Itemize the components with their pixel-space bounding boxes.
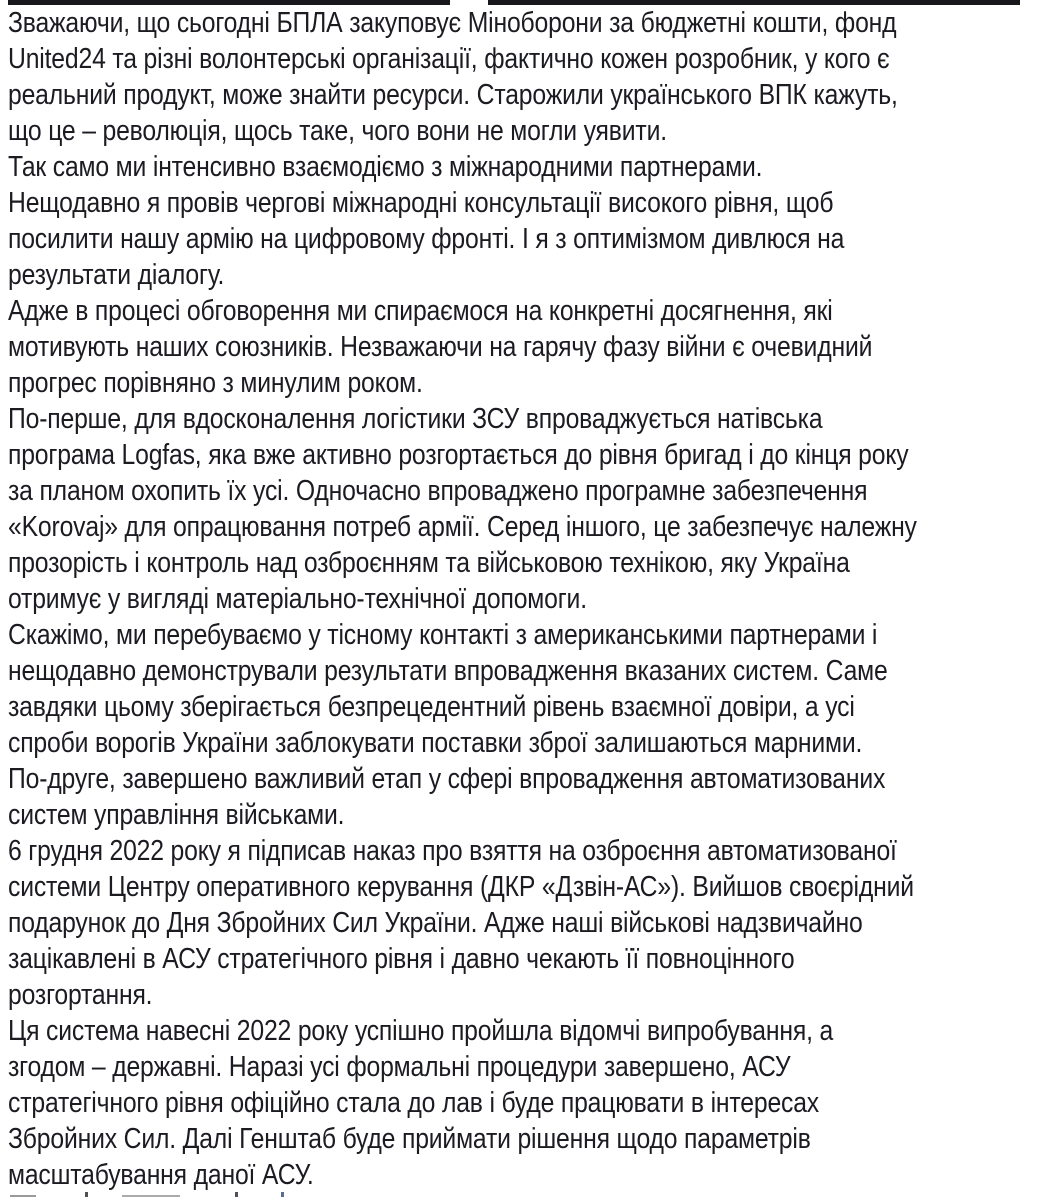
text-line: прозорість і контроль над озброєнням та військовою технікою, яку Україна <box>8 547 850 579</box>
article-text <box>8 5 1032 1193</box>
text-line: розгортання. <box>8 979 153 1011</box>
text-line: що це – революція, щось таке, чого вони не могли уявити. <box>8 115 667 147</box>
text-line: систем управління військами. <box>8 799 345 831</box>
cropped-line-bottom <box>0 1191 1041 1199</box>
cropped-glyph-fragment <box>281 1192 284 1197</box>
text-line: отримує у вигляді матеріально-технічної допомоги. <box>8 583 587 615</box>
cropped-glyph-fragment <box>10 1195 36 1197</box>
text-line: United24 та різні волонтерські організації, фактично кожен розробник, у кого є <box>8 43 890 75</box>
text-line: системи Центру оперативного керування (ДКР «Дзвін-АС»). Вийшов своєрідний <box>8 871 914 903</box>
text-line: посилити нашу армію на цифровому фронті. І я з оптимізмом дивлюся на <box>8 223 845 255</box>
text-line: Збройних Сил. Далі Генштаб буде приймати рішення щодо параметрів <box>8 1123 811 1155</box>
text-line: згодом – державні. Наразі усі формальні процедури завершено, АСУ <box>8 1051 791 1083</box>
cropped-glyph-fragment <box>122 1195 180 1197</box>
text-line: прогрес порівняно з минулим роком. <box>8 367 423 399</box>
text-line: результати діалогу. <box>8 259 225 291</box>
text-line: зацікавлені в АСУ стратегічного рівня і давно чекають її повноцінного <box>8 943 795 975</box>
text-line: стратегічного рівня офіційно стала до лав і буде працювати в інтересах <box>8 1087 820 1119</box>
text-line: завдяки цьому зберігається безпрецедентний рівень взаємної довіри, а усі <box>8 691 855 723</box>
text-line: мотивують наших союзників. Незважаючи на гарячу фазу війни є очевидний <box>8 331 873 363</box>
text-line: Нещодавно я провів чергові міжнародні консультації високого рівня, щоб <box>8 187 834 219</box>
text-line: нещодавно демонстрували результати впровадження вказаних систем. Саме <box>8 655 888 687</box>
text-line: за планом охопить їх усі. Одночасно впроваджено програмне забезпечення <box>8 475 868 507</box>
text-line: програма Logfas, яка вже активно розгортається до рівня бригад і до кінця року <box>8 439 909 471</box>
text-line: «Korovaj» для опрацювання потреб армії. Серед іншого, це забезпечує належну <box>8 511 917 543</box>
text-line: По-перше, для вдосконалення логістики ЗСУ впроваджується натівська <box>8 403 823 435</box>
text-line: Так само ми інтенсивно взаємодіємо з міжнародними партнерами. <box>8 151 763 183</box>
cropped-glyph-fragment <box>235 1192 238 1197</box>
text-line: 6 грудня 2022 року я підписав наказ про взяття на озброєння автоматизованої <box>8 835 897 867</box>
cropped-glyph-fragment <box>85 1192 88 1197</box>
text-line: масштабування даної АСУ. <box>8 1159 314 1191</box>
text-line: спроби ворогів України заблокувати поставки зброї залишаються марними. <box>8 727 863 759</box>
text-line: подарунок до Дня Збройних Сил України. Адже наші військові надзвичайно <box>8 907 863 939</box>
text-line: реальний продукт, може знайти ресурси. Старожили українського ВПК кажуть, <box>8 79 898 111</box>
text-line: По-друге, завершено важливий етап у сфері впровадження автоматизованих <box>8 763 886 795</box>
text-line: Зважаючи, що сьогодні БПЛА закуповує Міноборони за бюджетні кошти, фонд <box>8 7 897 39</box>
text-line: Скажімо, ми перебуваємо у тісному контакті з американськими партнерами і <box>8 619 878 651</box>
text-line: Адже в процесі обговорення ми спираємося на конкретні досягнення, які <box>8 295 833 327</box>
text-line: Ця система навесні 2022 року успішно пройшла відомчі випробування, а <box>8 1015 834 1047</box>
